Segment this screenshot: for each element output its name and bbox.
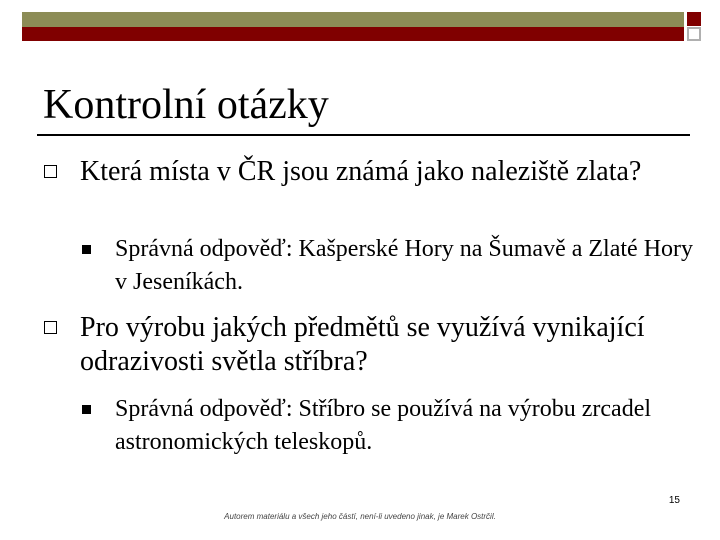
footer-note: Autorem materiálu a všech jeho částí, není-li uvedeno jinak, je Marek Ostrčil. [224, 512, 496, 521]
title-rule [37, 134, 690, 136]
filled-square-icon [82, 245, 91, 254]
corner-square-outline [687, 27, 701, 41]
answer-2: Správná odpověď: Stříbro se používá na výrobu zrcadel astronomických teleskopů. [115, 396, 652, 455]
question-1: Která místa v ČR jsou známá jako naleziště zlata? [80, 156, 642, 187]
top-bar-red [22, 27, 684, 41]
hollow-square-icon [44, 321, 57, 334]
filled-square-icon [82, 405, 91, 414]
corner-square-filled [687, 12, 701, 26]
hollow-square-icon [44, 165, 57, 178]
slide-title: Kontrolní otázky [43, 82, 329, 128]
question-2: Pro výrobu jakých předmětů se využívá vynikající odrazivosti světla stříbra? [80, 312, 645, 377]
page-number: 15 [668, 495, 680, 506]
top-bar-olive [22, 12, 684, 27]
answer-1: Správná odpověď: Kašperské Hory na Šumavě a Zlaté Hory v Jeseníkách. [115, 236, 694, 295]
